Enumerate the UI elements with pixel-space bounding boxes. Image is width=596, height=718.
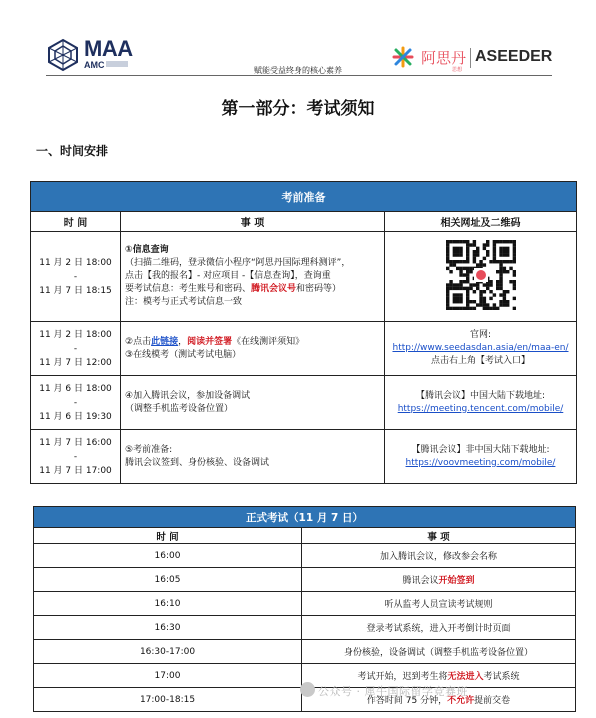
section-title: 一、时间安排 bbox=[36, 144, 109, 158]
tencent-meeting-link[interactable]: https://meeting.tencent.com/mobile/ bbox=[397, 403, 564, 414]
prep-table bbox=[30, 181, 577, 484]
row-item: ④加入腾讯会议，参加设备调试 （调整手机监考设备位置） bbox=[121, 376, 385, 430]
row-ref bbox=[385, 232, 577, 322]
table-row bbox=[31, 232, 577, 322]
this-link[interactable]: 此链接 bbox=[151, 336, 179, 347]
header-slogan: 赋能受益终身的核心素养 bbox=[254, 66, 342, 75]
row-ref: 【腾讯会议】非中国大陆下载地址: https://voovmeeting.com/mobile/ bbox=[385, 430, 577, 484]
table-row: 16:30-17:00 身份核验，设备调试（调整手机监考设备位置） bbox=[34, 640, 576, 664]
table-row bbox=[31, 430, 577, 484]
prep-col-item: 事 项 bbox=[121, 212, 385, 232]
row-time: 11 月 2 日 18:00 - 11 月 7 日 18:15 bbox=[31, 232, 121, 322]
prep-col-time: 时 间 bbox=[31, 212, 121, 232]
exam-table bbox=[33, 506, 576, 712]
row-item: ⑤考前准备: 腾讯会议签到、身份核验、设备调试 bbox=[121, 430, 385, 484]
table-row: 16:10 听从监考人员宣读考试规则 bbox=[34, 592, 576, 616]
table-row: 16:30 登录考试系统，进入开考倒计时页面 bbox=[34, 616, 576, 640]
table-row bbox=[31, 376, 577, 430]
watermark: 公众号 · 犀牛国际留学竞赛班 bbox=[318, 685, 468, 698]
maa-logo-text: MAA bbox=[84, 36, 133, 61]
exam-col-time: 时 间 bbox=[34, 528, 302, 544]
row-time: 11 月 2 日 18:00 - 11 月 7 日 12:00 bbox=[31, 322, 121, 376]
exam-col-item: 事 项 bbox=[302, 528, 576, 544]
prep-col-ref: 相关网址及二维码 bbox=[385, 212, 577, 232]
row-item: ②点击此链接，阅读并签署《在线测评须知》 ③在线模考（测试考试电脑） bbox=[121, 322, 385, 376]
info-query-title: ①信息查询 bbox=[125, 245, 169, 255]
header-divider bbox=[46, 75, 552, 76]
qr-code-icon[interactable] bbox=[446, 240, 516, 310]
table-row: 16:05 腾讯会议开始签到 bbox=[34, 568, 576, 592]
prep-table-band: 考前准备 bbox=[31, 182, 577, 212]
table-row: 17:00-18:15 作答时间 75 分钟，不允许提前交卷 bbox=[34, 688, 576, 712]
asiseeder-cn-sub: 思想 bbox=[452, 67, 463, 73]
table-row: 16:00 加入腾讯会议，修改参会名称 bbox=[34, 544, 576, 568]
exam-table-band: 正式考试（11 月 7 日） bbox=[34, 507, 576, 528]
amc-logo-text: AMC bbox=[84, 60, 105, 70]
row-time: 11 月 7 日 16:00 - 11 月 7 日 17:00 bbox=[31, 430, 121, 484]
official-site-link[interactable]: http://www.seedasdan.asia/en/maa-en/ bbox=[392, 343, 569, 353]
voov-meeting-link[interactable]: https://voovmeeting.com/mobile/ bbox=[405, 457, 556, 468]
row-item: ①信息查询 （扫描二维码，登录微信小程序“阿思丹国际理科测评”， 点击【我的报名】- 对应项目 -【信息查询】，查询重 要考试信息：考生账号和密码、腾讯会议号和密码等） 注：模考与正式考试信息一致 bbox=[121, 232, 385, 322]
asiseeder-cn-name: 阿思丹 bbox=[421, 49, 467, 67]
asiseeder-en-name: ASEEDER bbox=[475, 48, 553, 65]
row-ref: 官网: http://www.seedasdan.asia/en/maa-en/ 点击右上角【考试入口】 bbox=[385, 322, 577, 376]
row-ref: 【腾讯会议】中国大陆下载地址: https://meeting.tencent.com/mobile/ bbox=[385, 376, 577, 430]
table-row: 17:00 考试开始，迟到考生将无法进入考试系统 bbox=[34, 664, 576, 688]
wechat-icon bbox=[300, 682, 315, 697]
part-title: 第一部分：考试须知 bbox=[221, 99, 375, 119]
logo-separator bbox=[470, 48, 471, 68]
asiseeder-logo-icon bbox=[392, 46, 414, 68]
row-time: 11 月 6 日 18:00 - 11 月 6 日 19:30 bbox=[31, 376, 121, 430]
table-row bbox=[31, 322, 577, 376]
page-header bbox=[0, 0, 596, 80]
